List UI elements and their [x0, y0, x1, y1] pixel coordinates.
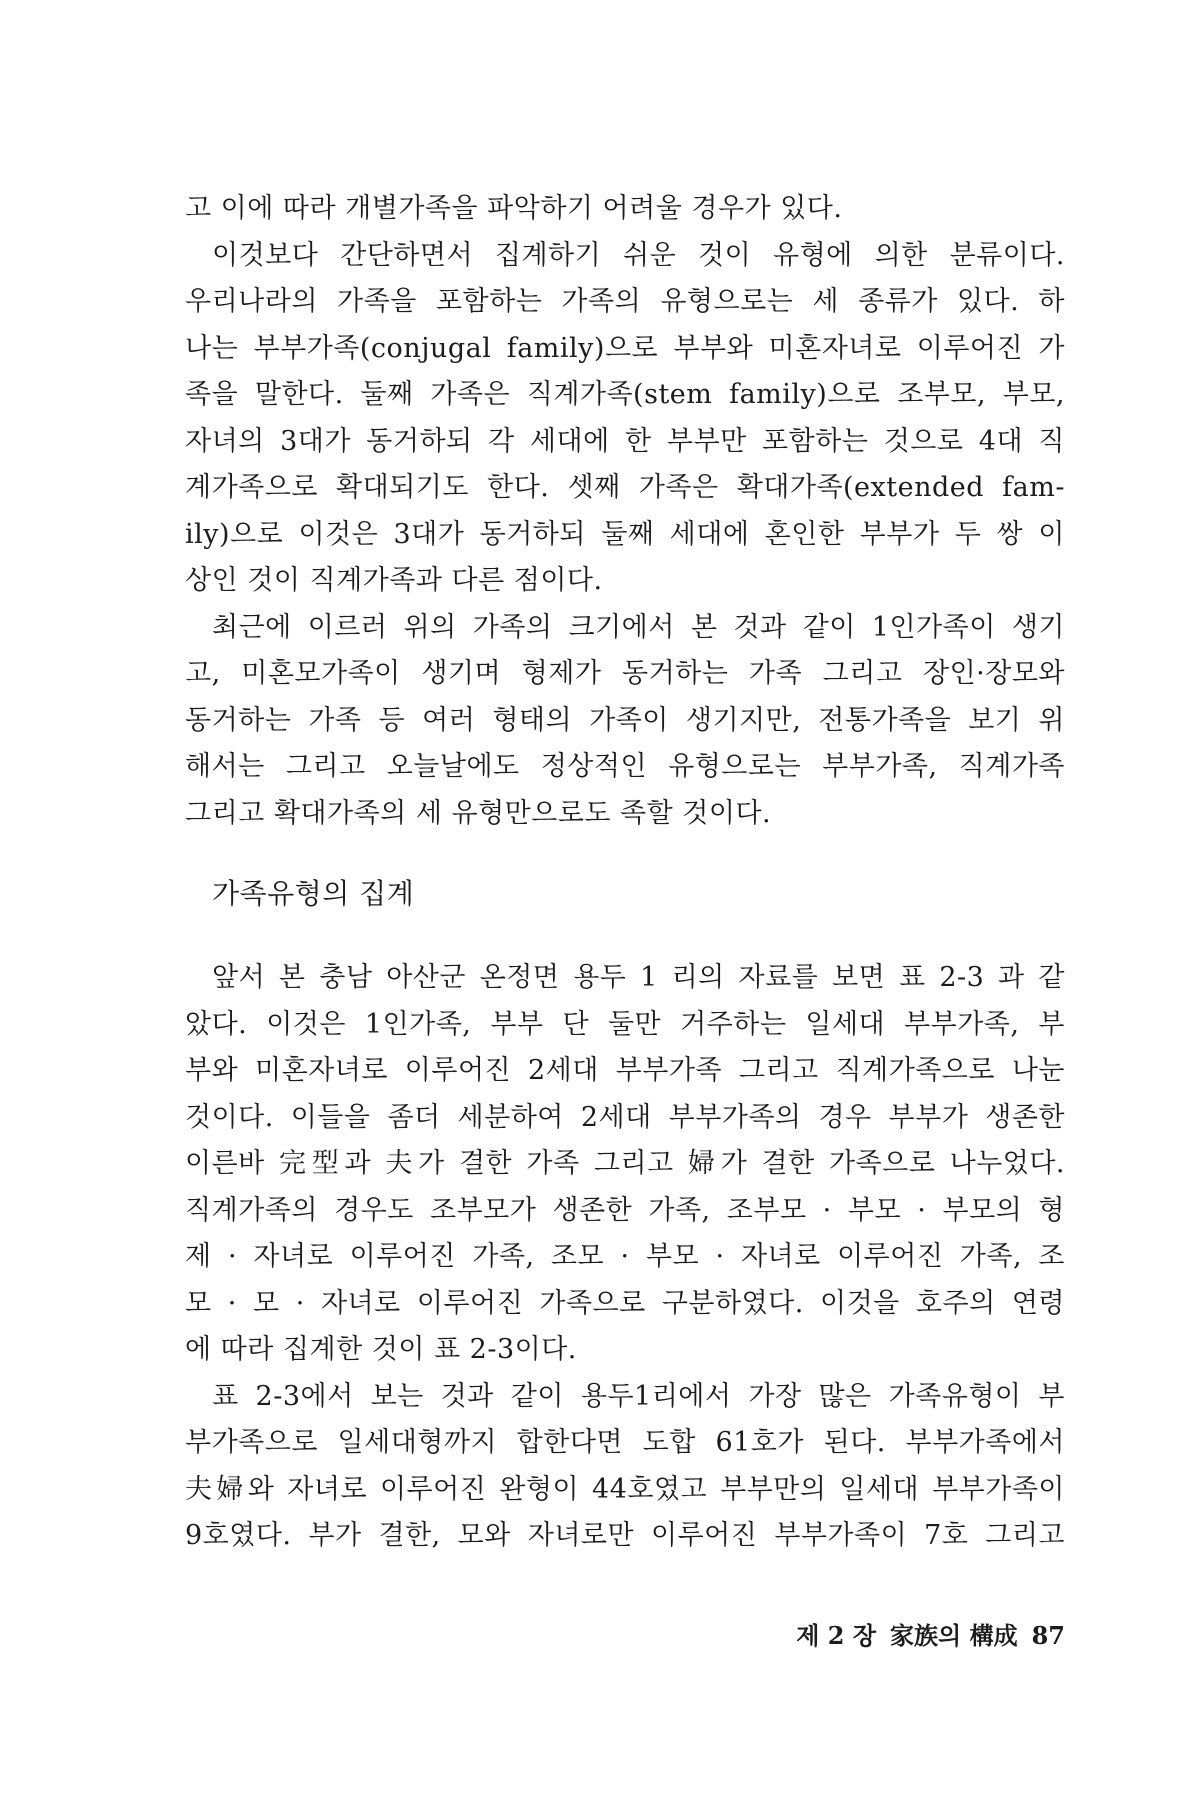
text-line: 이것보다 간단하면서 집계하기 쉬운 것이 유형에 의한 분류이다.: [212, 239, 1065, 271]
text-line: 9호였다. 부가 결한, 모와 자녀로만 이루어진 부부가족이 7호 그리고: [185, 1520, 1065, 1551]
text-line: 나는 부부가족(conjugal family)으로 부부와 미혼자녀로 이루어진 가: [185, 332, 1065, 364]
text-line: 표 2-3에서 보는 것과 같이 용두1리에서 가장 많은 가족유형이 부: [212, 1380, 1065, 1412]
text-line: 그리고 확대가족의 세 유형만으로도 족할 것이다.: [185, 797, 772, 829]
text-line: 우리나라의 가족을 포함하는 가족의 유형으로는 세 종류가 있다. 하: [185, 286, 1065, 317]
text-line: 夫婦와 자녀로 이루어진 완형이 44호였고 부부만의 일세대 부부가족이: [185, 1473, 1065, 1505]
text-line: 제 · 자녀로 이루어진 가족, 조모 · 부모 · 자녀로 이루어진 가족, 조: [185, 1241, 1065, 1272]
page-number: 87: [1031, 1621, 1065, 1650]
text-line: 부와 미혼자녀로 이루어진 2세대 부부가족 그리고 직계가족으로 나눈: [185, 1055, 1065, 1086]
page-footer: [735, 1618, 1065, 1654]
text-line: 고, 미혼모가족이 생기며 형제가 동거하는 가족 그리고 장인·장모와: [185, 658, 1065, 689]
text-line: 해서는 그리고 오늘날에도 정상적인 유형으로는 부부가족, 직계가족: [185, 751, 1065, 782]
text-line: 앞서 본 충남 아산군 온정면 용두 1 리의 자료를 보면 표 2-3 과 같: [212, 962, 1065, 993]
footer-title: 家族의 構成: [890, 1621, 1018, 1650]
section-heading: 가족유형의 집계: [212, 877, 415, 910]
text-line: ily)으로 이것은 3대가 동거하되 둘째 세대에 혼인한 부부가 두 쌍 이: [185, 518, 1065, 550]
body-text-top: [185, 186, 1065, 837]
text-line: 고 이에 따라 개별가족을 파악하기 어려울 경우가 있다.: [185, 193, 843, 224]
text-line: 동거하는 가족 등 여러 형태의 가족이 생기지만, 전통가족을 보기 위: [185, 704, 1065, 736]
text-line: 이른바 完型과 夫가 결한 가족 그리고 婦가 결한 가족으로 나누었다.: [185, 1148, 1065, 1179]
text-line: 상인 것이 직계가족과 다른 점이다.: [185, 565, 603, 596]
text-line: 계가족으로 확대되기도 한다. 셋째 가족은 확대가족(extended fam-: [185, 472, 1065, 503]
footer-chapter: 제 2 장: [796, 1621, 877, 1650]
text-line: 부가족으로 일세대형까지 합한다면 도합 61호가 된다. 부부가족에서: [185, 1427, 1065, 1458]
text-line: 모 · 모 · 자녀로 이루어진 가족으로 구분하였다. 이것을 호주의 연령: [185, 1287, 1065, 1319]
text-line: 것이다. 이들을 좀더 세분하여 2세대 부부가족의 경우 부부가 생존한: [185, 1101, 1065, 1133]
text-line: 자녀의 3대가 동거하되 각 세대에 한 부부만 포함하는 것으로 4대 직: [185, 425, 1065, 457]
text-line: 직계가족의 경우도 조부모가 생존한 가족, 조부모 · 부모 · 부모의 형: [185, 1194, 1065, 1226]
text-line: 았다. 이것은 1인가족, 부부 단 둘만 거주하는 일세대 부부가족, 부: [185, 1008, 1065, 1040]
body-text-bottom: [185, 955, 1065, 1560]
text-line: 에 따라 집계한 것이 표 2-3이다.: [185, 1334, 577, 1365]
text-line: 최근에 이르러 위의 가족의 크기에서 본 것과 같이 1인가족이 생기: [212, 611, 1065, 643]
text-line: 족을 말한다. 둘째 가족은 직계가족(stem family)으로 조부모, 부모,: [185, 379, 1065, 410]
